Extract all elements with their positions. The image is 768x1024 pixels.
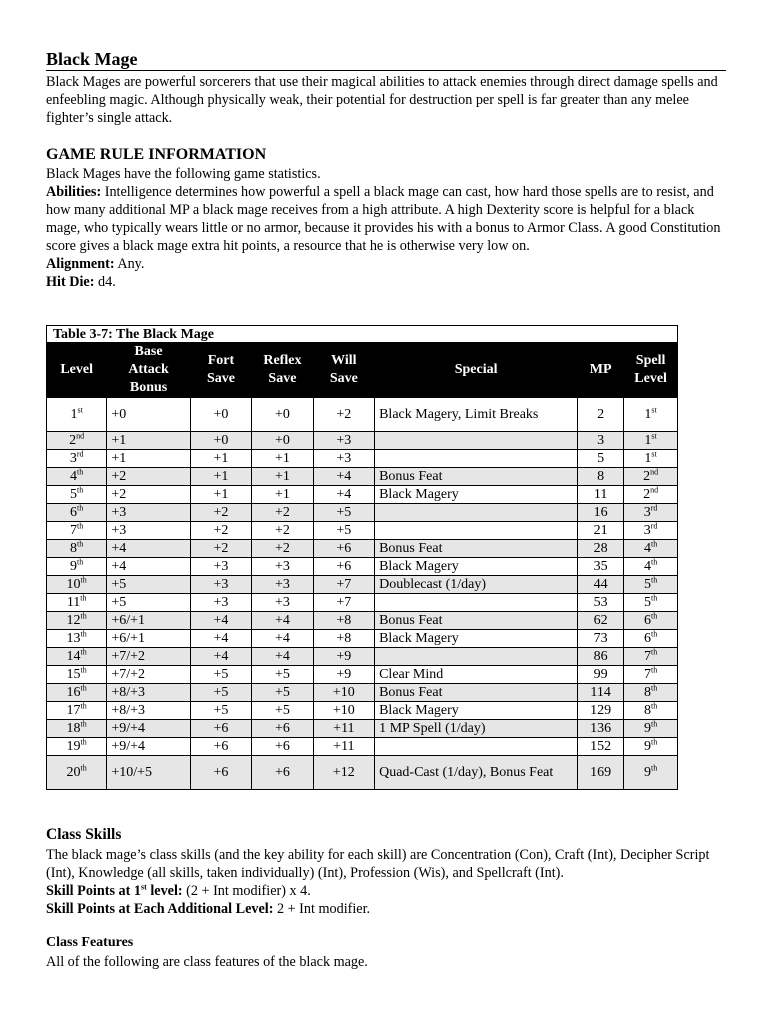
- table-row: [47, 684, 678, 702]
- cell-will: +7: [313, 594, 374, 612]
- cell-reflex: +1: [252, 450, 313, 468]
- alignment-label: Alignment:: [46, 256, 115, 272]
- skill-points-first-label-b: level:: [146, 883, 183, 899]
- cell-special: Bonus Feat: [375, 612, 578, 630]
- cell-bab: +1: [107, 432, 190, 450]
- cell-fort: +6: [190, 738, 251, 756]
- table-row: [47, 468, 678, 486]
- cell-spell-level: 8th: [624, 702, 678, 720]
- cell-fort: +4: [190, 612, 251, 630]
- cell-fort: +2: [190, 504, 251, 522]
- cell-mp: 62: [578, 612, 624, 630]
- cell-mp: 35: [578, 558, 624, 576]
- cell-bab: +9/+4: [107, 720, 190, 738]
- table-row: [47, 720, 678, 738]
- class-skills-section: [46, 846, 726, 918]
- cell-will: +2: [313, 398, 374, 432]
- class-skills-text: The black mage’s class skills (and the key ability for each skill) are Concentration (Con), Craft (Int), Decipher Script (Int), Knowledge (all skills, taken individually) (Int), Profession (Wis), and Spellcraft (Int).: [46, 847, 710, 881]
- cell-reflex: +0: [252, 398, 313, 432]
- cell-spell-level: 7th: [624, 648, 678, 666]
- cell-mp: 16: [578, 504, 624, 522]
- cell-will: +9: [313, 666, 374, 684]
- cell-fort: +6: [190, 720, 251, 738]
- table-row: [47, 522, 678, 540]
- skill-points-first-line: [46, 882, 726, 900]
- cell-fort: +4: [190, 648, 251, 666]
- cell-reflex: +1: [252, 468, 313, 486]
- cell-level: 13th: [47, 630, 107, 648]
- cell-reflex: +6: [252, 756, 313, 790]
- cell-fort: +1: [190, 486, 251, 504]
- table-row: [47, 576, 678, 594]
- cell-reflex: +2: [252, 540, 313, 558]
- table-row: [47, 630, 678, 648]
- cell-fort: +0: [190, 398, 251, 432]
- cell-fort: +2: [190, 522, 251, 540]
- cell-spell-level: 5th: [624, 576, 678, 594]
- cell-bab: +10/+5: [107, 756, 190, 790]
- cell-special: [375, 738, 578, 756]
- cell-special: Black Magery: [375, 702, 578, 720]
- table-row: [47, 504, 678, 522]
- header-mp: MP: [578, 343, 624, 398]
- cell-level: 20th: [47, 756, 107, 790]
- cell-will: +12: [313, 756, 374, 790]
- cell-fort: +3: [190, 558, 251, 576]
- cell-level: 19th: [47, 738, 107, 756]
- header-fort: Fort Save: [190, 343, 251, 398]
- cell-bab: +8/+3: [107, 684, 190, 702]
- table-row: [47, 666, 678, 684]
- cell-spell-level: 1st: [624, 450, 678, 468]
- cell-fort: +5: [190, 702, 251, 720]
- cell-bab: +4: [107, 540, 190, 558]
- cell-spell-level: 3rd: [624, 504, 678, 522]
- cell-special: Black Magery: [375, 486, 578, 504]
- header-spell-level: Spell Level: [624, 343, 678, 398]
- cell-bab: +3: [107, 522, 190, 540]
- table-header-row: [47, 343, 678, 398]
- cell-will: +9: [313, 648, 374, 666]
- cell-reflex: +3: [252, 594, 313, 612]
- cell-mp: 73: [578, 630, 624, 648]
- cell-mp: 11: [578, 486, 624, 504]
- game-rule-lead: Black Mages have the following game statistics.: [46, 166, 321, 182]
- skill-points-additional-label: Skill Points at Each Additional Level:: [46, 901, 274, 917]
- cell-mp: 136: [578, 720, 624, 738]
- cell-spell-level: 2nd: [624, 486, 678, 504]
- cell-level: 18th: [47, 720, 107, 738]
- cell-fort: +3: [190, 594, 251, 612]
- cell-bab: +5: [107, 576, 190, 594]
- table-row: [47, 558, 678, 576]
- cell-bab: +7/+2: [107, 648, 190, 666]
- hitdie-text: d4.: [98, 274, 116, 290]
- cell-bab: +8/+3: [107, 702, 190, 720]
- cell-reflex: +5: [252, 666, 313, 684]
- cell-level: 12th: [47, 612, 107, 630]
- cell-will: +6: [313, 540, 374, 558]
- cell-level: 8th: [47, 540, 107, 558]
- cell-spell-level: 4th: [624, 540, 678, 558]
- table-row: [47, 432, 678, 450]
- cell-special: Bonus Feat: [375, 684, 578, 702]
- cell-special: Bonus Feat: [375, 468, 578, 486]
- cell-level: 6th: [47, 504, 107, 522]
- header-will: Will Save: [313, 343, 374, 398]
- cell-will: +10: [313, 684, 374, 702]
- table-row: [47, 398, 678, 432]
- cell-reflex: +2: [252, 522, 313, 540]
- cell-special: [375, 504, 578, 522]
- cell-will: +11: [313, 738, 374, 756]
- cell-reflex: +0: [252, 432, 313, 450]
- skill-points-additional-line: [46, 900, 726, 918]
- abilities-text: Intelligence determines how powerful a spell a black mage can cast, how hard those spells are to resist, and how many additional MP a black mage receives from a high attribute. A high Dexterity score is helpful for a black mage, who typically wears little or no armor, because it provides his with a bonus to Armor Class. A good Constitution score gives a black mage extra hit points, a resource that he is otherwise very low on.: [46, 184, 721, 254]
- cell-will: +4: [313, 468, 374, 486]
- cell-level: 16th: [47, 684, 107, 702]
- cell-spell-level: 3rd: [624, 522, 678, 540]
- cell-mp: 5: [578, 450, 624, 468]
- cell-mp: 169: [578, 756, 624, 790]
- cell-mp: 114: [578, 684, 624, 702]
- cell-will: +3: [313, 450, 374, 468]
- cell-special: [375, 522, 578, 540]
- cell-will: +8: [313, 612, 374, 630]
- table-row: [47, 702, 678, 720]
- page-title: Black Mage: [46, 49, 726, 71]
- intro-paragraph: Black Mages are powerful sorcerers that use their magical abilities to attack enemies through direct damage spells and enfeebling magic. Although physically weak, their potential for destruction per spell is far greater than any melee fighter’s single attack.: [46, 74, 718, 126]
- cell-spell-level: 6th: [624, 630, 678, 648]
- alignment-text: Any.: [117, 256, 145, 272]
- cell-bab: +6/+1: [107, 612, 190, 630]
- cell-level: 7th: [47, 522, 107, 540]
- cell-reflex: +4: [252, 630, 313, 648]
- cell-level: 3rd: [47, 450, 107, 468]
- cell-fort: +5: [190, 666, 251, 684]
- table-row: [47, 738, 678, 756]
- cell-special: 1 MP Spell (1/day): [375, 720, 578, 738]
- header-level: Level: [47, 343, 107, 398]
- abilities-paragraph: [46, 183, 726, 255]
- table-caption: Table 3-7: The Black Mage: [47, 326, 678, 343]
- cell-bab: +2: [107, 468, 190, 486]
- cell-bab: +0: [107, 398, 190, 432]
- table-row: [47, 594, 678, 612]
- cell-reflex: +3: [252, 558, 313, 576]
- cell-spell-level: 8th: [624, 684, 678, 702]
- cell-level: 5th: [47, 486, 107, 504]
- cell-will: +5: [313, 522, 374, 540]
- cell-special: [375, 450, 578, 468]
- cell-special: Clear Mind: [375, 666, 578, 684]
- cell-fort: +1: [190, 450, 251, 468]
- cell-fort: +1: [190, 468, 251, 486]
- cell-special: [375, 648, 578, 666]
- cell-special: Black Magery: [375, 558, 578, 576]
- cell-fort: +2: [190, 540, 251, 558]
- cell-mp: 2: [578, 398, 624, 432]
- cell-level: 2nd: [47, 432, 107, 450]
- table-row: [47, 450, 678, 468]
- table-body: [47, 398, 678, 790]
- cell-reflex: +6: [252, 720, 313, 738]
- cell-spell-level: 5th: [624, 594, 678, 612]
- cell-bab: +4: [107, 558, 190, 576]
- cell-bab: +6/+1: [107, 630, 190, 648]
- cell-bab: +1: [107, 450, 190, 468]
- cell-level: 4th: [47, 468, 107, 486]
- cell-mp: 99: [578, 666, 624, 684]
- cell-spell-level: 9th: [624, 720, 678, 738]
- cell-reflex: +6: [252, 738, 313, 756]
- cell-spell-level: 6th: [624, 612, 678, 630]
- cell-level: 11th: [47, 594, 107, 612]
- abilities-label: Abilities:: [46, 184, 102, 200]
- cell-level: 10th: [47, 576, 107, 594]
- cell-bab: +3: [107, 504, 190, 522]
- skill-points-first-text: (2 + Int modifier) x 4.: [186, 883, 311, 899]
- cell-reflex: +4: [252, 648, 313, 666]
- cell-spell-level: 2nd: [624, 468, 678, 486]
- class-features-heading: Class Features: [46, 935, 134, 950]
- cell-mp: 152: [578, 738, 624, 756]
- cell-will: +3: [313, 432, 374, 450]
- cell-will: +7: [313, 576, 374, 594]
- cell-reflex: +2: [252, 504, 313, 522]
- cell-level: 14th: [47, 648, 107, 666]
- cell-fort: +5: [190, 684, 251, 702]
- cell-special: Doublecast (1/day): [375, 576, 578, 594]
- game-rule-heading: GAME RULE INFORMATION: [46, 146, 267, 163]
- cell-reflex: +5: [252, 684, 313, 702]
- skill-points-first-label-a: Skill Points at 1: [46, 883, 141, 899]
- cell-spell-level: 9th: [624, 738, 678, 756]
- cell-special: [375, 432, 578, 450]
- class-skills-heading: Class Skills: [46, 826, 122, 843]
- cell-will: +8: [313, 630, 374, 648]
- cell-reflex: +4: [252, 612, 313, 630]
- cell-bab: +9/+4: [107, 738, 190, 756]
- table-row: [47, 648, 678, 666]
- black-mage-table: [46, 325, 678, 790]
- game-rule-section: [46, 165, 726, 291]
- cell-spell-level: 7th: [624, 666, 678, 684]
- header-special: Special: [375, 343, 578, 398]
- skill-points-additional-text: 2 + Int modifier.: [276, 901, 371, 917]
- cell-reflex: +5: [252, 702, 313, 720]
- cell-level: 1st: [47, 398, 107, 432]
- cell-spell-level: 9th: [624, 756, 678, 790]
- cell-will: +10: [313, 702, 374, 720]
- cell-bab: +5: [107, 594, 190, 612]
- cell-bab: +2: [107, 486, 190, 504]
- hitdie-line: [46, 273, 726, 291]
- cell-mp: 3: [578, 432, 624, 450]
- skill-points-first-label: [46, 883, 183, 899]
- cell-special: Black Magery, Limit Breaks: [375, 398, 578, 432]
- cell-level: 9th: [47, 558, 107, 576]
- cell-special: Bonus Feat: [375, 540, 578, 558]
- cell-fort: +4: [190, 630, 251, 648]
- header-reflex: Reflex Save: [252, 343, 313, 398]
- cell-level: 15th: [47, 666, 107, 684]
- table-row: [47, 612, 678, 630]
- cell-mp: 86: [578, 648, 624, 666]
- table-row: [47, 486, 678, 504]
- cell-mp: 44: [578, 576, 624, 594]
- table-row: [47, 756, 678, 790]
- cell-will: +11: [313, 720, 374, 738]
- cell-fort: +0: [190, 432, 251, 450]
- cell-fort: +6: [190, 756, 251, 790]
- cell-spell-level: 4th: [624, 558, 678, 576]
- cell-mp: 8: [578, 468, 624, 486]
- class-features-text: All of the following are class features of the black mage.: [46, 954, 368, 970]
- cell-will: +6: [313, 558, 374, 576]
- cell-reflex: +3: [252, 576, 313, 594]
- hitdie-label: Hit Die:: [46, 274, 95, 290]
- cell-special: Black Magery: [375, 630, 578, 648]
- skill-points-first-sup: st: [141, 882, 147, 892]
- cell-fort: +3: [190, 576, 251, 594]
- cell-special: [375, 594, 578, 612]
- cell-mp: 21: [578, 522, 624, 540]
- cell-will: +4: [313, 486, 374, 504]
- cell-special: Quad-Cast (1/day), Bonus Feat: [375, 756, 578, 790]
- header-bab: Base Attack Bonus: [107, 343, 190, 398]
- cell-reflex: +1: [252, 486, 313, 504]
- cell-mp: 28: [578, 540, 624, 558]
- cell-mp: 53: [578, 594, 624, 612]
- cell-will: +5: [313, 504, 374, 522]
- alignment-line: [46, 255, 726, 273]
- cell-spell-level: 1st: [624, 432, 678, 450]
- cell-mp: 129: [578, 702, 624, 720]
- cell-level: 17th: [47, 702, 107, 720]
- table-row: [47, 540, 678, 558]
- cell-spell-level: 1st: [624, 398, 678, 432]
- cell-bab: +7/+2: [107, 666, 190, 684]
